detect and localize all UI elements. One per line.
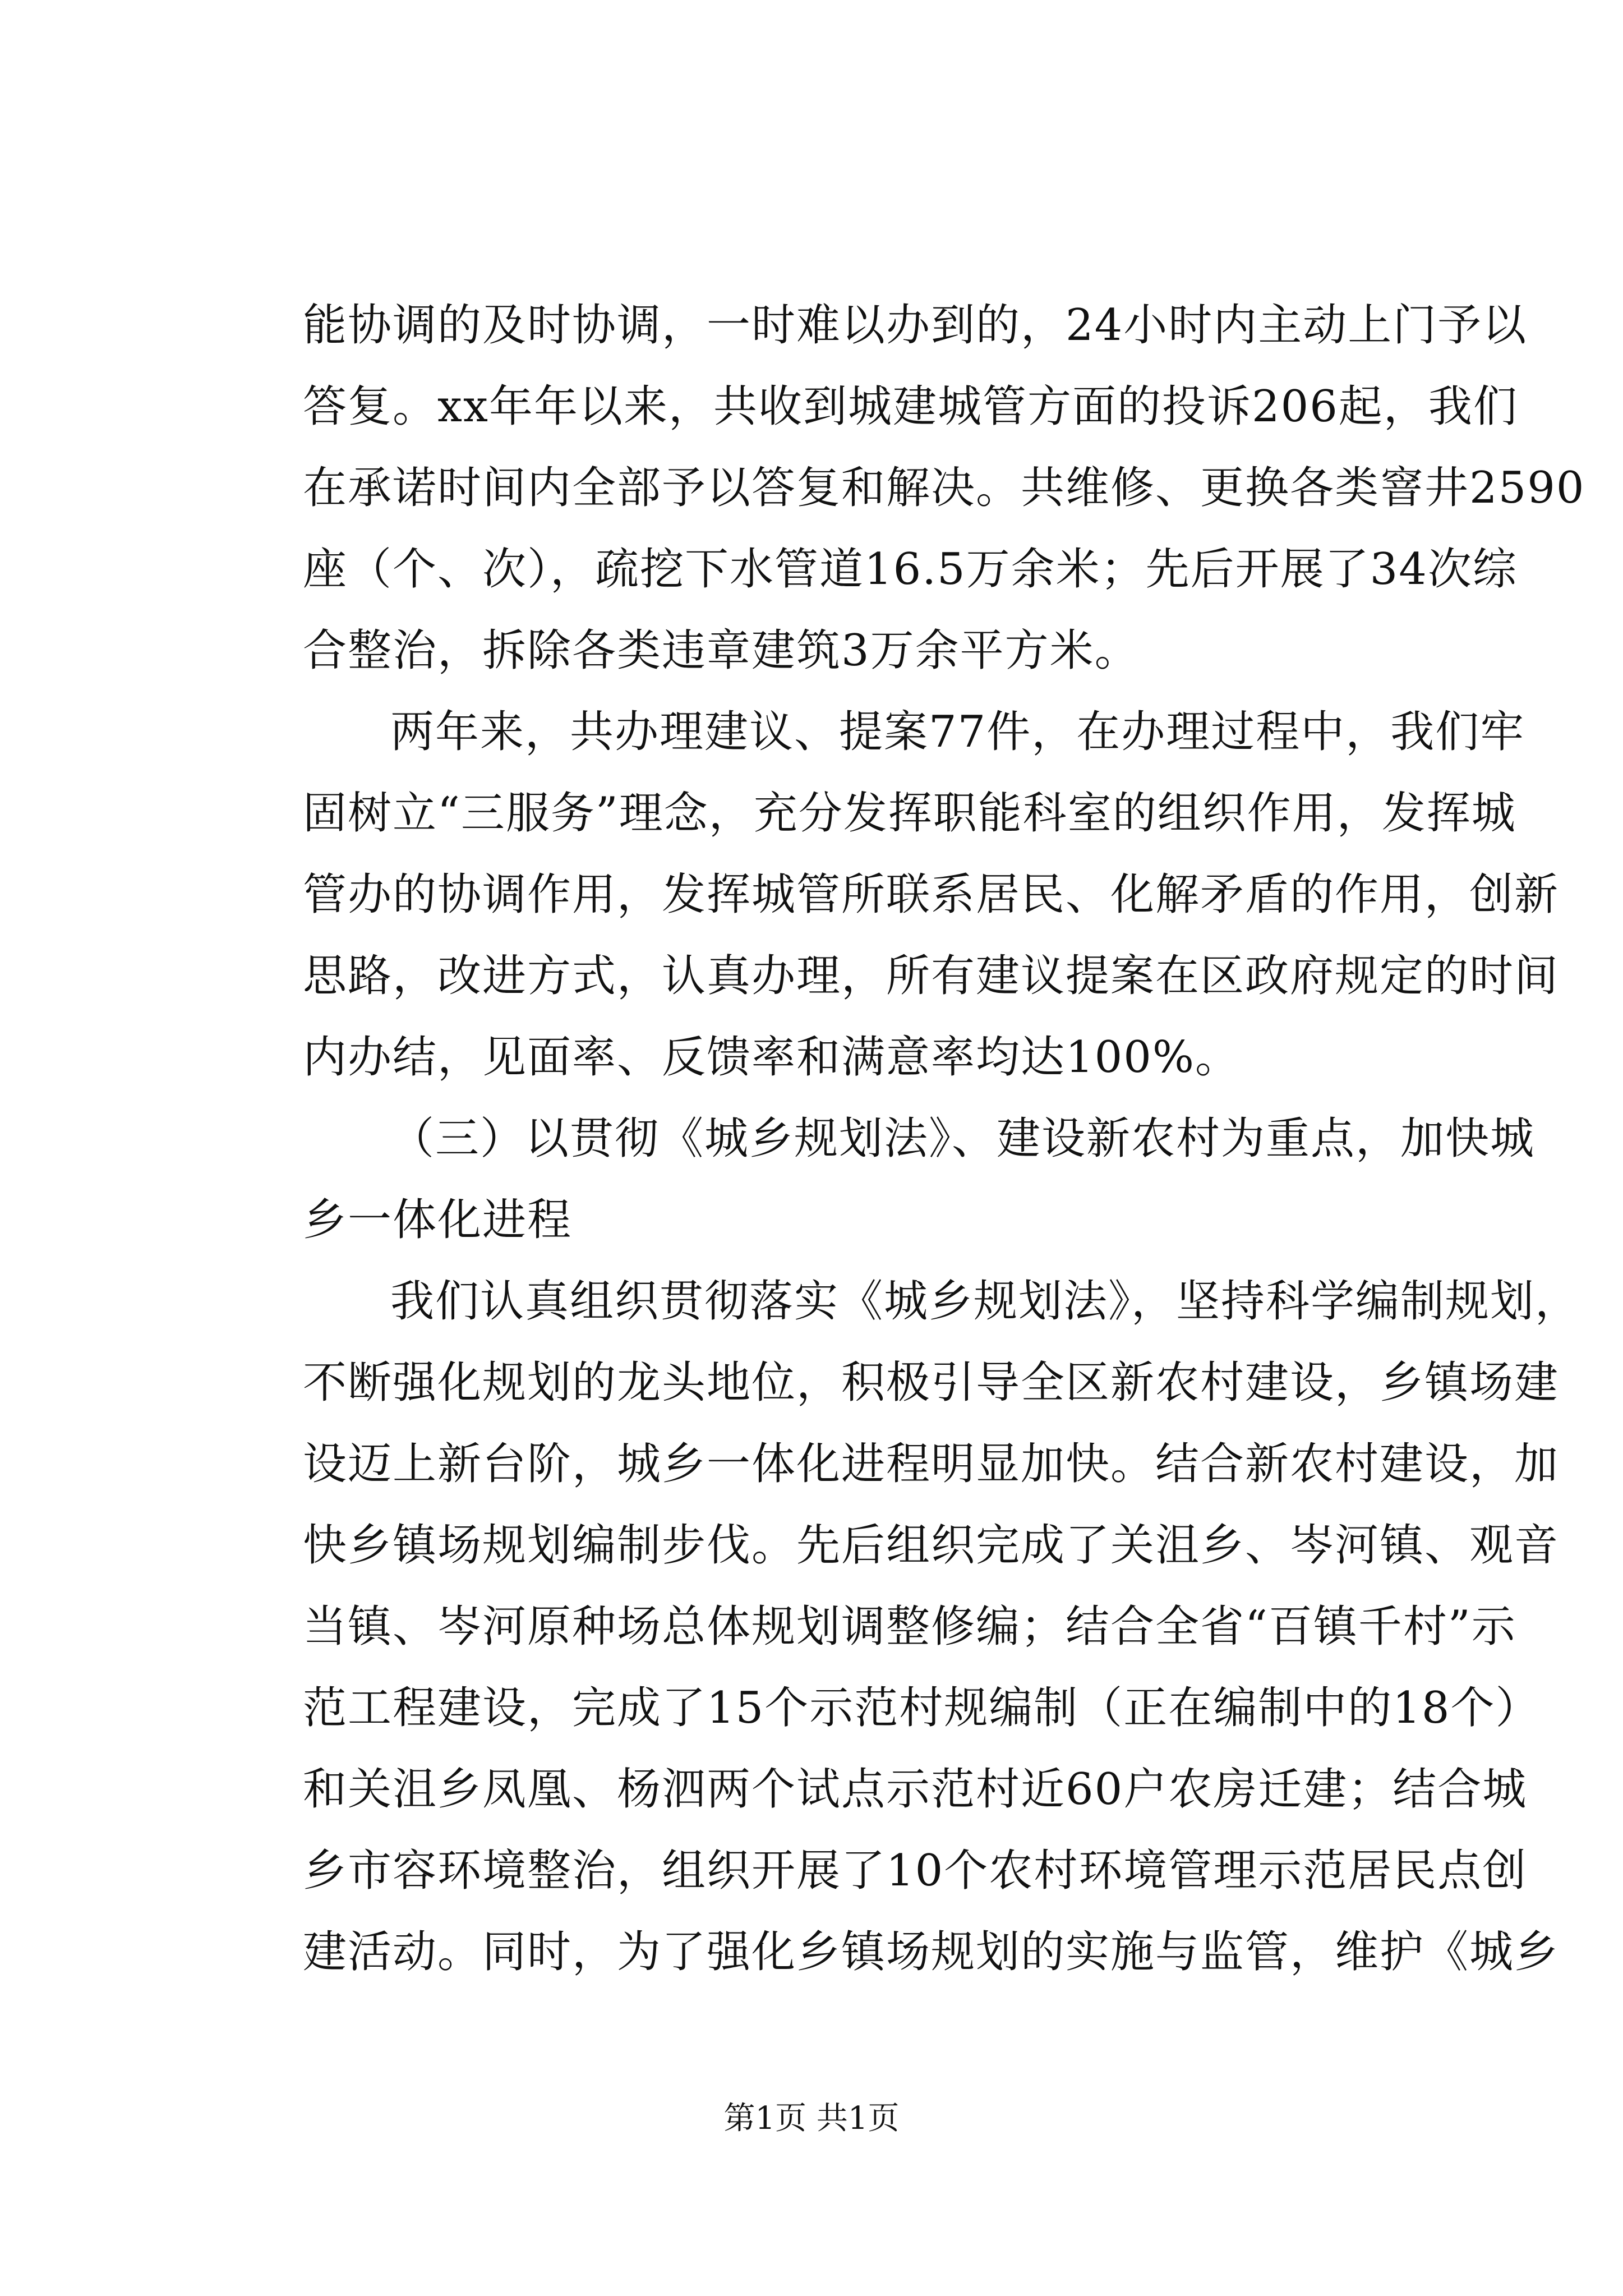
body-line-17: 当镇、岑河原种场总体规划调整修编；结合全省“百镇千村”示 xyxy=(303,1602,1516,1652)
body-line-18: 范工程建设，完成了15个示范村规编制（正在编制中的18个） xyxy=(303,1683,1541,1733)
body-line-6: 两年来，共办理建议、提案77件，在办理过程中，我们牢 xyxy=(390,707,1525,757)
body-line-13: 我们认真组织贯彻落实《城乡规划法》，坚持科学编制规划， xyxy=(390,1276,1580,1327)
body-line-5: 合整治，拆除各类违章建筑3万余平方米。 xyxy=(303,625,1140,676)
body-line-21: 建活动。同时，为了强化乡镇场规划的实施与监管，维护《城乡 xyxy=(303,1927,1560,1977)
body-line-20: 乡市容环境整治，组织开展了10个农村环境管理示范居民点创 xyxy=(303,1846,1528,1896)
section-heading-line-2: 乡一体化进程 xyxy=(303,1195,573,1245)
body-line-10: 内办结，见面率、反馈率和满意率均达100%。 xyxy=(303,1032,1240,1083)
body-line-3: 在承诺时间内全部予以答复和解决。共维修、更换各类窨井2590 xyxy=(303,463,1585,513)
body-line-14: 不断强化规划的龙头地位，积极引导全区新农村建设，乡镇场建 xyxy=(303,1358,1560,1408)
body-line-9: 思路，改进方式，认真办理，所有建议提案在区政府规定的时间 xyxy=(303,951,1560,1001)
body-line-4: 座（个、次），疏挖下水管道16.5万余米；先后开展了34次综 xyxy=(303,544,1518,595)
page-number-footer: 第1页 共1页 xyxy=(723,2100,900,2137)
body-line-19: 和关沮乡凤凰、杨泗两个试点示范村近60户农房迁建；结合城 xyxy=(303,1764,1528,1815)
body-line-1: 能协调的及时协调，一时难以办到的，24小时内主动上门予以 xyxy=(303,300,1528,351)
body-line-7: 固树立“三服务”理念，充分发挥职能科室的组织作用，发挥城 xyxy=(303,788,1516,839)
body-line-2: 答复。xx年年以来，共收到城建城管方面的投诉206起，我们 xyxy=(303,381,1518,432)
body-line-8: 管办的协调作用，发挥城管所联系居民、化解矛盾的作用，创新 xyxy=(303,869,1560,920)
body-line-15: 设迈上新台阶，城乡一体化进程明显加快。结合新农村建设，加 xyxy=(303,1439,1560,1489)
body-line-16: 快乡镇场规划编制步伐。先后组织完成了关沮乡、岑河镇、观音 xyxy=(303,1520,1560,1571)
section-heading-line-1: （三）以贯彻《城乡规划法》、建设新农村为重点，加快城 xyxy=(390,1114,1536,1164)
